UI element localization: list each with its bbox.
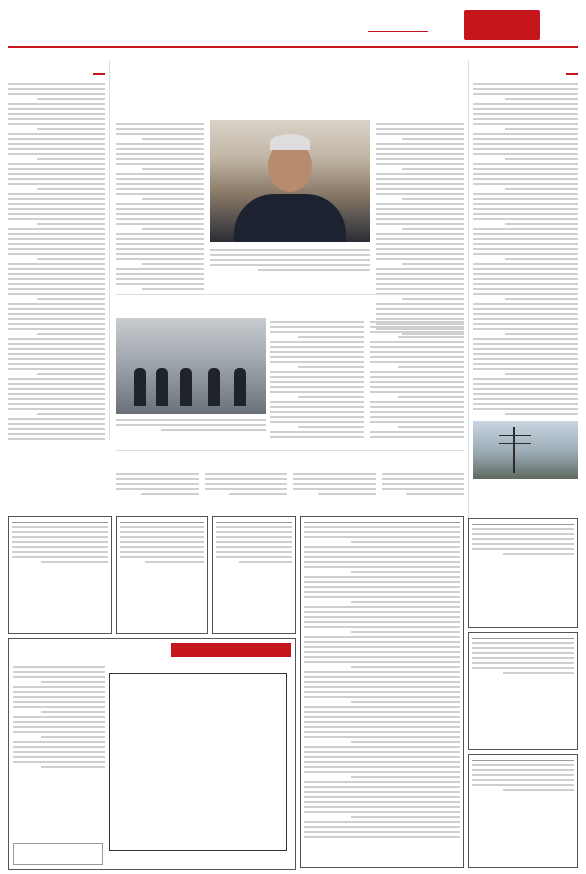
news-label bbox=[93, 73, 105, 75]
ad-title bbox=[472, 522, 574, 525]
left-column-body bbox=[8, 83, 105, 440]
previous-crossword-answer bbox=[13, 843, 103, 865]
newspaper-logo bbox=[464, 10, 540, 40]
ad-title bbox=[472, 758, 574, 761]
third-story-body bbox=[116, 470, 464, 512]
right-news-column bbox=[468, 60, 578, 580]
page-number bbox=[544, 8, 578, 44]
legal-notice-ad bbox=[8, 516, 112, 634]
factory-photo-caption bbox=[116, 416, 266, 436]
news-label bbox=[566, 73, 578, 75]
second-story-body-2 bbox=[370, 318, 464, 438]
legal-notice-ad bbox=[116, 516, 208, 634]
legal-notice-ad bbox=[468, 518, 578, 628]
main-story-body-left bbox=[116, 120, 204, 290]
crossword-grid[interactable] bbox=[109, 673, 287, 851]
ad-title bbox=[216, 520, 292, 523]
legal-notice-ad-large bbox=[300, 516, 464, 868]
legal-notice-ad bbox=[212, 516, 296, 634]
legal-notice-ad bbox=[468, 632, 578, 750]
crossword-title bbox=[171, 643, 291, 657]
crossword-clues bbox=[13, 663, 105, 863]
ad-title bbox=[12, 520, 108, 523]
crossword-puzzle bbox=[8, 638, 296, 870]
right-column-body bbox=[473, 83, 578, 415]
section-label bbox=[368, 18, 428, 32]
third-headline-block bbox=[116, 450, 464, 466]
ad-title bbox=[472, 636, 574, 639]
masthead bbox=[8, 4, 578, 48]
second-headline-block bbox=[116, 294, 464, 312]
power-tower-photo bbox=[473, 421, 578, 479]
legal-notice-ad bbox=[468, 754, 578, 868]
factory-visit-photo bbox=[116, 318, 266, 414]
portrait-caption bbox=[210, 246, 370, 286]
official-portrait-photo bbox=[210, 120, 370, 242]
main-headline-block bbox=[116, 60, 464, 116]
ad-title bbox=[304, 520, 460, 523]
left-news-column bbox=[8, 60, 110, 440]
second-story-body-1 bbox=[270, 318, 364, 438]
ad-title bbox=[120, 520, 204, 523]
crossword-row-numbers bbox=[287, 673, 295, 851]
